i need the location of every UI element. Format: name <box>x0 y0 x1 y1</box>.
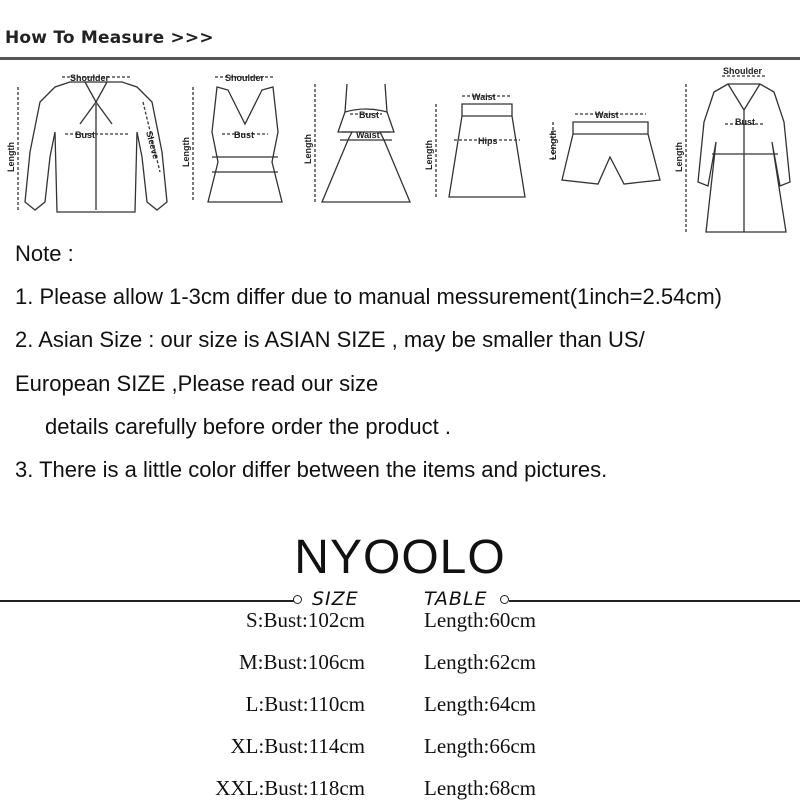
size-bust: L:Bust:110cm <box>245 692 365 716</box>
dress-diagram <box>315 84 410 202</box>
size-table-rule-right <box>509 600 800 602</box>
bust-label: Bust <box>234 130 254 140</box>
length-label: Length <box>303 134 313 164</box>
length-label: Length <box>6 142 16 172</box>
size-length: Length:62cm <box>424 650 536 674</box>
measurement-diagrams <box>0 62 800 242</box>
note-line-3: European SIZE ,Please read our size <box>15 371 379 396</box>
size-row <box>0 734 800 764</box>
shorts-diagram <box>553 114 660 184</box>
note-line-4: details carefully before order the product . <box>45 414 452 439</box>
size-length: Length:60cm <box>424 608 536 632</box>
size-table-dot <box>500 595 509 604</box>
length-label: Length <box>181 137 191 167</box>
size-bust: XXL:Bust:118cm <box>215 776 365 800</box>
length-label: Length <box>424 140 434 170</box>
skirt-diagram <box>436 96 525 197</box>
size-row <box>0 650 800 680</box>
shoulder-label: Shoulder <box>225 73 265 83</box>
size-table-label-size: SIZE <box>312 588 359 610</box>
size-table-label-table: TABLE <box>424 588 488 610</box>
note-line-2: 2. Asian Size : our size is ASIAN SIZE , may be smaller than US/ <box>15 327 645 352</box>
header-title: How To Measure >>> <box>5 28 214 48</box>
size-length: Length:64cm <box>424 692 536 716</box>
size-row <box>0 692 800 722</box>
length-label: Length <box>674 142 684 172</box>
note-line-1: 1. Please allow 1-3cm differ due to manual messurement(1inch=2.54cm) <box>15 284 722 309</box>
size-row <box>0 608 800 638</box>
shoulder-label: Shoulder <box>70 73 110 83</box>
size-bust: S:Bust:102cm <box>245 608 365 632</box>
waist-label: Waist <box>356 130 380 140</box>
brand-name: NYOOLO <box>294 531 506 584</box>
length-label: Length <box>548 130 558 160</box>
size-row <box>0 776 800 806</box>
size-length: Length:68cm <box>424 776 536 800</box>
coat-diagram <box>686 76 790 232</box>
size-length: Length:66cm <box>424 734 536 758</box>
hips-label: Hips <box>478 136 498 146</box>
header-divider <box>0 57 800 60</box>
shoulder-label: Shoulder <box>723 66 763 76</box>
waist-label: Waist <box>595 110 619 120</box>
note-line-5: 3. There is a little color differ between the items and pictures. <box>15 457 608 482</box>
waist-label: Waist <box>472 92 496 102</box>
bust-label: Bust <box>75 130 95 140</box>
size-table-dot <box>293 595 302 604</box>
blouse-diagram <box>18 77 167 212</box>
note-heading: Note : <box>15 241 74 266</box>
sleeve-label: Sleeve <box>144 129 162 161</box>
bust-label: Bust <box>359 110 379 120</box>
size-table-rule-left <box>0 600 294 602</box>
size-bust: M:Bust:106cm <box>238 650 365 674</box>
bust-label: Bust <box>735 117 755 127</box>
size-bust: XL:Bust:114cm <box>230 734 365 758</box>
